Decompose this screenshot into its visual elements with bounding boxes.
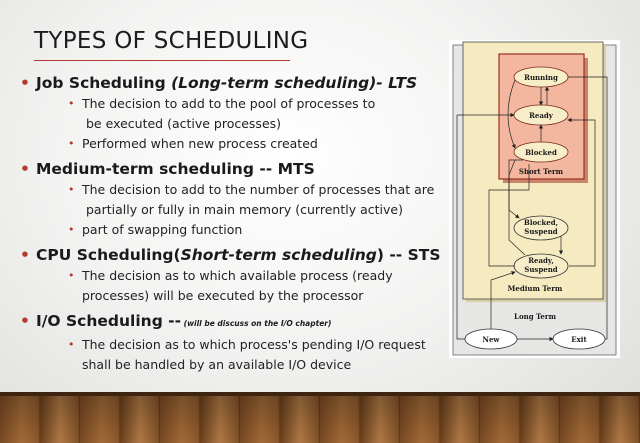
bullet-heading: Medium-term scheduling -- MTS <box>36 160 315 178</box>
running-label: Running <box>524 73 558 82</box>
sub-text: The decision to add to the number of processes that are <box>82 182 435 197</box>
sub-bullet <box>36 180 460 220</box>
bullet-dot: • <box>68 269 75 282</box>
bullet-medium-term <box>20 158 460 240</box>
short-term-label: Short Term <box>518 167 564 176</box>
sub-list <box>36 180 460 240</box>
sub-bullet <box>36 266 460 306</box>
long-term-label: Long Term <box>514 312 556 321</box>
blocked-label: Blocked <box>525 148 557 157</box>
scheduling-diagram <box>449 40 620 358</box>
sub-list <box>36 335 460 375</box>
bullet-dot: • <box>20 246 30 264</box>
sub-list <box>36 266 460 306</box>
sub-text: The decision to add to the pool of processes to <box>82 96 376 111</box>
medium-term-label: Medium Term <box>507 284 563 293</box>
sub-text: The decision as to which process's pending I/O request <box>82 337 426 352</box>
bullet-heading: CPU Scheduling( <box>36 246 181 264</box>
bullet-heading-italic: (Long-term scheduling)- LTS <box>171 74 418 92</box>
exit-label: Exit <box>571 335 587 344</box>
sub-text-cont: shall be handled by an available I/O device <box>82 357 352 372</box>
bullet-note: (will be discuss on the I/O chapter) <box>181 319 332 328</box>
bullet-dot: • <box>20 74 30 92</box>
bullet-io-scheduling <box>20 310 460 375</box>
sub-list <box>36 94 460 154</box>
bullet-dot: • <box>68 97 75 110</box>
bullet-dot: • <box>68 338 75 351</box>
sub-text-cont: processes) will be executed by the processor <box>82 288 364 303</box>
sub-bullet <box>36 134 460 154</box>
bullet-cpu-scheduling <box>20 244 460 306</box>
sub-bullet <box>36 94 460 134</box>
bullet-heading: Job Scheduling <box>36 74 172 92</box>
sub-text-cont: be executed (active processes) <box>86 116 282 131</box>
ready-suspend-label-2: Suspend <box>524 265 558 274</box>
ready-suspend-label-1: Ready, <box>528 256 554 265</box>
new-label: New <box>482 335 500 344</box>
floor-shadow <box>0 396 640 443</box>
blocked-suspend-label-1: Blocked, <box>523 218 559 227</box>
bullet-dot: • <box>68 183 75 196</box>
bullet-dot: • <box>20 160 30 178</box>
bullet-dot: • <box>20 312 30 330</box>
sub-bullet <box>36 220 460 240</box>
ready-label: Ready <box>529 111 553 120</box>
slide-title: TYPES OF SCHEDULING <box>34 28 309 54</box>
bullet-job-scheduling <box>20 72 460 154</box>
bullet-dot: • <box>68 223 75 236</box>
sub-text: The decision as to which available process (ready <box>82 268 393 283</box>
bullet-heading-suffix: ) -- STS <box>376 246 441 264</box>
sub-text: part of swapping function <box>82 222 243 237</box>
bullet-list <box>20 68 460 375</box>
bullet-heading-italic: Short-term scheduling <box>180 246 377 264</box>
sub-text: Performed when new process created <box>82 136 318 151</box>
blocked-suspend-label-2: Suspend <box>524 227 558 236</box>
title-underline <box>34 60 290 61</box>
bullet-dot: • <box>68 137 75 150</box>
sub-text-cont: partially or fully in main memory (currently active) <box>86 202 403 217</box>
bullet-heading: I/O Scheduling -- <box>36 312 182 330</box>
sub-bullet <box>36 335 460 375</box>
